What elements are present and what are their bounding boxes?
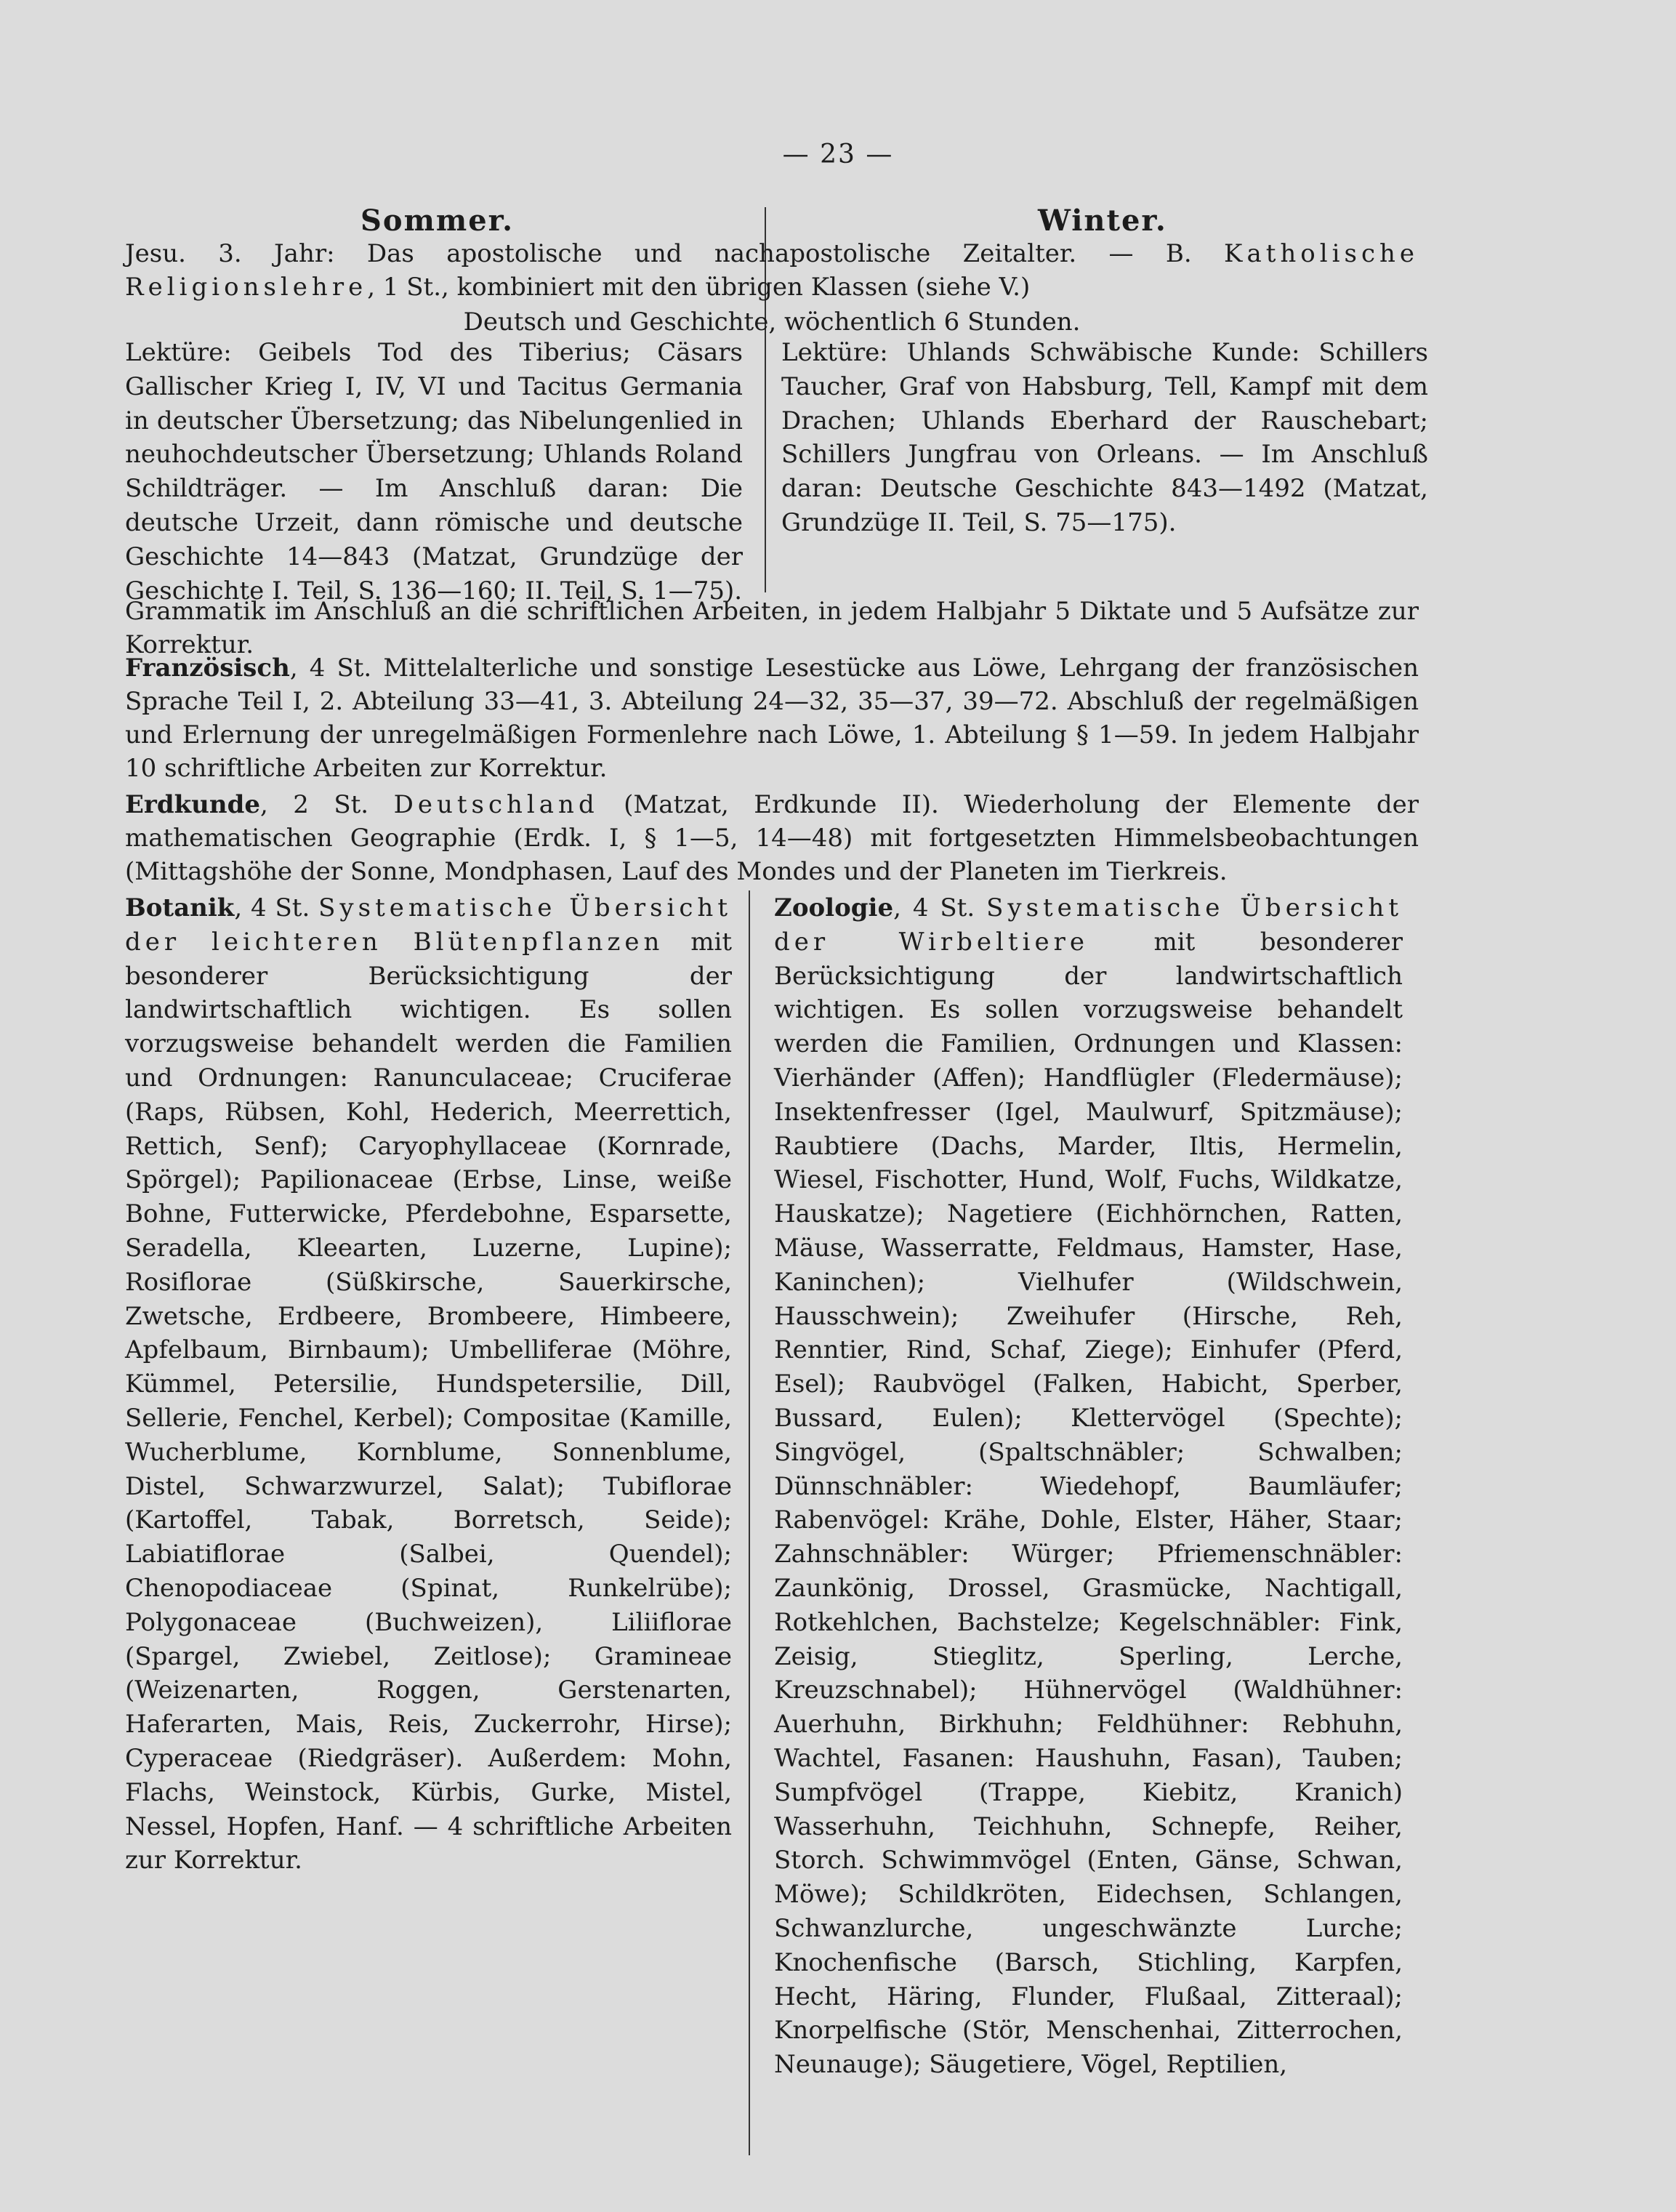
katholisch-rest: , 1 St., kombiniert mit den übrigen Klassen (siehe V.) xyxy=(367,273,1031,302)
deutsch-summer-text: Lektüre: Geibels Tod des Tiberius; Cäsars Gallischer Krieg I, IV, VI und Tacitus Germania in deutscher Übersetzung; das Nibelungenlied in neuhochdeutscher Übersetzung; Uhlands Roland Schildträger. — Im Anschluß daran: Die deutsche Urzeit, dann römische und deutsche Geschichte 14—843 (Matzat, Grundzüge der Geschichte I. Teil, S. 136—160; II. Teil, S. 1—75). xyxy=(125,338,743,606)
franzoesisch-text: , 4 St. Mittelalterliche und sonstige Lesestücke aus Löwe, Lehrgang der französischen Sprache Teil I, 2. Abteilung 33—41, 3. Abteilung 24—32, 35—37, 39—72. Abschluß der regelmäßigen und Erlernung der unregelmäßigen Formenlehre nach Löwe, 1. Abteilung § 1—59. In jedem Halbjahr 10 schriftliche Arbeiten zur Korrektur. xyxy=(125,653,1419,783)
katholisch-title: Katholische Religionslehre xyxy=(125,239,1419,302)
botanik-paragraph xyxy=(125,891,732,1878)
deutsch-subject: Deutsch und Geschichte xyxy=(463,307,769,337)
botanik-topic: Systematische Übersicht der leichteren Blütenpflanzen xyxy=(125,893,732,957)
religion-paragraph xyxy=(125,237,1419,304)
religion-text: Jesu. 3. Jahr: Das apostolische und nachapostolische Zeitalter. — B. xyxy=(125,239,1192,268)
zoologie-text: mit besonderer Berücksichtigung der landwirtschaftlich wichtigen. Es sollen vorzugsweise behandelt werden die Familien, Ordnungen und Klassen: Vierhänder (Affen); Handflügler (Fledermäuse); Insektenfresser (Igel, Maulwurf, Spitzmäuse); Raubtiere (Dachs, Marder, Iltis, Hermelin, Wiesel, Fischotter, Hund, Wolf, Fuchs, Wildkatze, Hauskatze); Nagetiere (Eichhörnchen, Ratten, Mäuse, Wasserratte, Feldmaus, Hamster, Hase, Kaninchen); Vielhufer (Wildschwein, Hausschwein); Zweihufer (Hirsche, Reh, Renntier, Rind, Schaf, Ziege); Einhufer (Pferd, Esel); Raubvögel (Falken, Habicht, Sperber, Bussard, Eulen); Klettervögel (Spechte); Singvögel, (Spaltschnäbler; Schwalben; Dünnschnäbler: Wiedehopf, Baumläufer; Rabenvögel: Krähe, Dohle, Elster, Häher, Staar; Zahnschnäbler: Würger; Pfriemenschnäbler: Zaunkönig, Drossel, Grasmücke, Nachtigall, Rotkehlchen, Bachstelze; Kegelschnäbler: Fink, Zeisig, Stieglitz, Sperling, Lerche, Kreuzschnabel); Hühnervögel (Waldhühner: Auerhuhn, Birkhuhn; Feldhühner: Rebhuhn, Wachtel, Fasanen: Haushuhn, Fasan), Tauben; Sumpfvögel (Trappe, Kiebitz, Kranich) Wasserhuhn, Teichhuhn, Schnepfe, Reiher, Storch. Schwimmvögel (Enten, Gänse, Schwan, Möwe); Schildkröten, Eidechsen, Schlangen, Schwanzlurche, ungeschwänzte Lurche; Knochenfische (Barsch, Stichling, Karpfen, Hecht, Häring, Flunder, Flußaal, Zitteraal); Knorpelfische (Stör, Menschenhai, Zitterrochen, Neunauge); Säugetiere, Vögel, Reptilien, xyxy=(774,927,1403,2080)
erdkunde-hours: , 2 St. xyxy=(260,790,394,819)
botanik-subject: Botanik xyxy=(125,893,235,922)
franzoesisch-subject: Französisch xyxy=(125,653,290,683)
zoologie-paragraph xyxy=(774,891,1403,2082)
erdkunde-subject: Erdkunde xyxy=(125,790,261,819)
summer-heading: Sommer. xyxy=(360,204,514,238)
franzoesisch-paragraph xyxy=(125,651,1419,785)
erdkunde-paragraph xyxy=(125,788,1419,888)
zoologie-topic: Systematische Übersicht der Wirbeltiere xyxy=(774,893,1403,957)
zoologie-subject: Zoologie xyxy=(774,893,894,922)
botanik-text: mit besonderer Berücksichtigung der landwirtschaftlich wichtigen. Es sollen vorzugsweise behandelt werden die Familien und Ordnungen: Ranunculaceae; Cruciferae (Raps, Rübsen, Kohl, Hederich, Meerrettich, Rettich, Senf); Caryophyllaceae (Kornrade, Spörgel); Papilionaceae (Erbse, Linse, weiße Bohne, Futterwicke, Pferdebohne, Esparsette, Seradella, Kleearten, Luzerne, Lupine); Rosiflorae (Süßkirsche, Sauerkirsche, Zwetsche, Erdbeere, Brombeere, Himbeere, Apfelbaum, Birnbaum); Umbelliferae (Möhre, Kümmel, Petersilie, Hundspetersilie, Dill, Sellerie, Fenchel, Kerbel); Compositae (Kamille, Wucherblume, Kornblume, Sonnenblume, Distel, Schwarzwurzel, Salat); Tubiflorae (Kartoffel, Tabak, Borretsch, Seide); Labiatiflorae (Salbei, Quendel); Chenopodiaceae (Spinat, Runkelrübe); Polygonaceae (Buchweizen), Liliiflorae (Spargel, Zwiebel, Zeitlose); Gramineae (Weizenarten, Roggen, Gerstenarten, Haferarten, Mais, Reis, Zuckerrohr, Hirse); Cyperaceae (Riedgräser). Außerdem: Mohn, Flachs, Weinstock, Kürbis, Gurke, Mistel, Nessel, Hopfen, Hanf. — 4 schriftliche Arbeiten zur Korrektur. xyxy=(125,927,732,1875)
zoologie-hours: , 4 St. xyxy=(893,893,987,922)
winter-heading: Winter. xyxy=(1038,204,1167,238)
page-number: — 23 — xyxy=(782,140,894,169)
erdkunde-text: (Matzat, Erdkunde II). Wiederholung der Elemente der mathematischen Geographie (Erdk. I, § 1—5, 14—48) mit fortgesetzten Himmelsbeobachtungen (Mittagshöhe der Sonne, Mondphasen, Lauf des Mondes und der Planeten im Tierkreis. xyxy=(125,790,1419,886)
grammar-paragraph: Grammatik im Anschluß an die schriftlichen Arbeiten, in jedem Halbjahr 5 Diktate und 5 Aufsätze zur Korrektur. xyxy=(125,597,1419,659)
botanik-hours: , 4 St. xyxy=(234,893,319,922)
deutsch-hours: , wöchentlich 6 Stunden. xyxy=(768,307,1081,337)
column-divider-bottom xyxy=(749,890,750,2155)
erdkunde-topic: Deutschland xyxy=(393,790,599,819)
deutsch-winter-text: Lektüre: Uhlands Schwäbische Kunde: Schillers Taucher, Graf von Habsburg, Tell, Kampf mit dem Drachen; Uhlands Eberhard der Rauschebart; Schillers Jungfrau von Orleans. — Im Anschluß daran: Deutsche Geschichte 843—1492 (Matzat, Grundzüge II. Teil, S. 75—175). xyxy=(781,338,1428,537)
deutsch-heading xyxy=(125,305,1419,339)
